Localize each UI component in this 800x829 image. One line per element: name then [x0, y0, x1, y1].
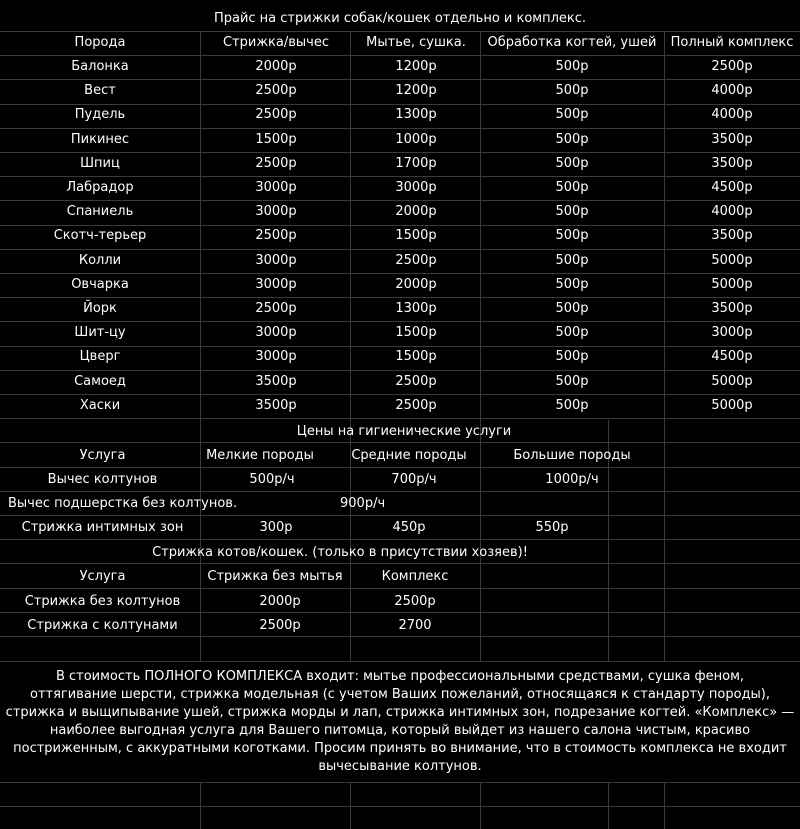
dog-price-cell: 3500р [711, 131, 753, 147]
dog-price-cell: 3500р [255, 397, 297, 413]
grid-line [0, 661, 800, 662]
dog-price-cell: 1200р [395, 59, 437, 74]
dog-breed-cell: Балонка [71, 59, 129, 74]
hygiene-row-1-large: 1000р/ч [545, 472, 599, 487]
dogs-header-breed: Порода [74, 35, 126, 50]
dog-price-cell: 3000р [255, 325, 297, 341]
dog-price-cell: 500р [555, 397, 589, 413]
cats-header-service: Услуга [79, 569, 126, 584]
dog-breed-cell: Вест [84, 83, 116, 99]
dog-price-cell: 3000р [395, 180, 437, 195]
dog-price-cell: 5000р [711, 252, 753, 268]
hygiene-header-medium: Средние породы [351, 448, 467, 463]
hygiene-row-2-service: Вычес подшерстка без колтунов. [8, 496, 238, 511]
dog-price-cell: 4500р [711, 349, 753, 365]
dog-price-cell: 3000р [255, 349, 297, 365]
dog-price-cell: 3500р [711, 155, 753, 171]
dog-price-cell: 3500р [711, 228, 753, 244]
grid-line [0, 418, 800, 419]
dog-price-cell: 3000р [255, 252, 297, 268]
dog-price-cell: 5000р [711, 276, 753, 292]
grid-line [608, 782, 609, 829]
dogs-header-claws: Обработка когтей, ушей [487, 35, 657, 50]
hygiene-row-3-small: 300р [259, 520, 293, 535]
hygiene-row-3-medium: 450р [392, 520, 426, 535]
dog-price-cell: 500р [555, 131, 589, 147]
dogs-header-cut: Стрижка/вычес [222, 35, 329, 50]
grid-line [350, 782, 351, 829]
dog-price-cell: 500р [555, 59, 589, 74]
dog-breed-cell: Колли [78, 252, 122, 268]
cats-title: Стрижка котов/кошек. (только в присутствии хозяев)! [152, 545, 528, 560]
note-line: постриженным, с аккуратными коготками. Просим принять во внимание, что в стоимость комплекса не входит [13, 741, 787, 756]
dog-price-cell: 2500р [711, 59, 753, 74]
grid-line [0, 782, 800, 783]
hygiene-row-3-service: Стрижка интимных зон [21, 520, 184, 535]
dog-price-cell: 3500р [711, 301, 753, 316]
note-line: наиболее выгодная услуга для Вашего питомца, который выйдет из нашего салона чистым, красиво [49, 723, 751, 738]
dog-price-cell: 3000р [711, 325, 753, 341]
dog-price-cell: 5000р [711, 397, 753, 413]
grid-line [200, 782, 201, 829]
hygiene-row-1-service: Вычес колтунов [47, 472, 158, 487]
complex-note [0, 668, 800, 776]
dogs-header-full: Полный комплекс [670, 35, 794, 50]
dog-breed-cell: Шпиц [80, 155, 120, 171]
hygiene-header-large: Большие породы [513, 448, 631, 463]
dog-breed-cell: Пудель [74, 107, 126, 123]
dog-price-cell: 3000р [255, 276, 297, 292]
dog-price-cell: 3000р [255, 180, 297, 195]
note-line: оттягивание шерсти, стрижка модельная (с учетом Ваших пожеланий, относящаяся к стандарту породы), [29, 687, 771, 702]
dog-breed-cell: Шит-цу [74, 325, 126, 341]
hygiene-header-small: Мелкие породы [206, 448, 314, 463]
dog-price-cell: 500р [555, 180, 589, 195]
dog-price-cell: 500р [555, 325, 589, 341]
dog-price-cell: 3500р [255, 373, 297, 389]
dog-price-cell: 500р [555, 252, 589, 268]
dog-price-cell: 4000р [711, 204, 753, 220]
dog-price-cell: 1500р [395, 325, 437, 341]
dog-breed-cell: Йорк [83, 301, 117, 316]
grid-line [0, 806, 800, 807]
dog-price-cell: 2500р [255, 228, 297, 244]
dog-price-cell: 4500р [711, 180, 753, 195]
cats-row-1-nowash: 2000р [259, 594, 301, 609]
dog-price-cell: 1300р [395, 301, 437, 316]
dog-price-cell: 2000р [395, 276, 437, 292]
note-line: стрижка и выщипывание ушей, стрижка морды и лап, стрижка интимных зон, подрезание когтей. «Комплекс» — [5, 705, 795, 720]
cats-header-nowash: Стрижка без мытья [207, 569, 343, 584]
dog-price-cell: 1000р [395, 131, 437, 147]
dog-price-cell: 1300р [395, 107, 437, 123]
dog-price-cell: 500р [555, 373, 589, 389]
dog-price-cell: 2500р [255, 83, 297, 99]
dog-price-cell: 1700р [395, 155, 437, 171]
dog-price-cell: 4000р [711, 107, 753, 123]
dog-price-cell: 2500р [255, 155, 297, 171]
hygiene-title: Цены на гигиенические услуги [296, 424, 512, 439]
hygiene-row-1-medium: 700р/ч [391, 472, 437, 487]
hygiene-row-1-small: 500р/ч [249, 472, 295, 487]
cats-row-1-complex: 2500р [394, 594, 436, 609]
dog-price-cell: 1500р [395, 228, 437, 244]
dog-breed-cell: Скотч-терьер [53, 228, 147, 244]
dog-price-cell: 4000р [711, 83, 753, 99]
cats-header-complex: Комплекс [381, 569, 449, 584]
dog-price-cell: 2500р [395, 373, 437, 389]
cats-row-2-complex: 2700 [398, 618, 432, 633]
dog-price-cell: 500р [555, 204, 589, 220]
dog-price-cell: 500р [555, 228, 589, 244]
grid-line [480, 782, 481, 829]
dog-breed-cell: Цверг [79, 349, 121, 365]
dog-price-cell: 1500р [255, 131, 297, 147]
dog-breed-cell: Самоед [74, 373, 126, 389]
dogs-header-wash: Мытье, сушка. [366, 35, 466, 50]
cats-row-1-service: Стрижка без колтунов [24, 594, 181, 609]
note-line: В стоимость ПОЛНОГО КОМПЛЕКСА входит: мытье профессиональными средствами, сушка феном, [55, 669, 745, 684]
cats-row-2-service: Стрижка с колтунами [27, 618, 178, 633]
dog-price-cell: 2000р [395, 204, 437, 220]
dog-price-cell: 2500р [395, 397, 437, 413]
hygiene-row-2-price: 900р/ч [340, 496, 386, 511]
dog-price-cell: 2500р [255, 107, 297, 123]
price-title: Прайс на стрижки собак/кошек отдельно и комплекс. [213, 11, 587, 26]
note-line: вычесывание колтунов. [318, 759, 482, 774]
dog-breed-cell: Овчарка [71, 276, 129, 292]
cats-row-2-nowash: 2500р [259, 618, 301, 633]
dog-breed-cell: Пикинес [70, 131, 130, 147]
grid-line [664, 782, 665, 829]
dog-price-cell: 2000р [255, 59, 297, 74]
dog-price-cell: 5000р [711, 373, 753, 389]
dog-price-cell: 500р [555, 155, 589, 171]
dog-breed-cell: Хаски [79, 397, 121, 413]
dog-price-cell: 500р [555, 276, 589, 292]
dog-price-cell: 500р [555, 107, 589, 123]
hygiene-header-service: Услуга [79, 448, 126, 463]
dog-breed-cell: Лабрадор [66, 180, 134, 195]
dog-price-cell: 3000р [255, 204, 297, 220]
hygiene-row-3-large: 550р [535, 520, 569, 535]
dog-price-cell: 2500р [395, 252, 437, 268]
dog-price-cell: 1200р [395, 83, 437, 99]
dog-price-cell: 1500р [395, 349, 437, 365]
dog-price-cell: 500р [555, 301, 589, 316]
dog-breed-cell: Спаниель [66, 204, 134, 220]
dog-price-cell: 500р [555, 349, 589, 365]
dog-price-cell: 500р [555, 83, 589, 99]
dog-price-cell: 2500р [255, 301, 297, 316]
